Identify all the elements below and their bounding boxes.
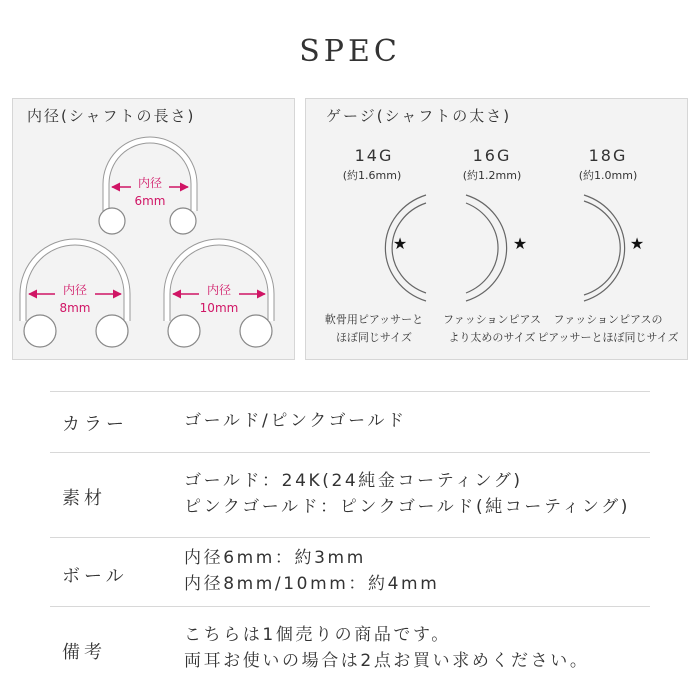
spec-value-line: 両耳お使いの場合は2点お買い求めください。: [184, 651, 590, 671]
page-title: SPEC: [299, 34, 401, 69]
spec-value-line: こちらは1個売りの商品です。: [184, 625, 451, 645]
ball: [99, 208, 125, 234]
inner-diameter-heading: 内径(シャフトの長さ): [27, 107, 196, 125]
gauge-diagrams: [306, 99, 689, 361]
gauge-caption: 軟骨用ピアッサーと: [324, 313, 424, 326]
ring-size: 10mm: [199, 301, 239, 315]
gauge-16g: [443, 146, 541, 344]
gauge-mm: (約1.2mm): [462, 169, 522, 182]
gauge-caption: ファッションピアス: [442, 313, 542, 326]
gauge-heading: ゲージ(シャフトの太さ): [326, 107, 512, 125]
ring-6mm-diagram: [99, 140, 196, 234]
spec-value-ball: [184, 545, 439, 597]
spec-value-line: ゴールド：24K(24純金コーティング): [184, 471, 523, 491]
spec-value-material: [184, 468, 630, 520]
gauge-value: 16G: [472, 146, 512, 165]
divider: [50, 452, 650, 453]
gauge-mm: (約1.6mm): [342, 169, 402, 182]
spec-value-color: [184, 408, 407, 434]
ring-size: 8mm: [59, 301, 91, 315]
spec-value-line: 内径6mm：約3mm: [184, 548, 366, 568]
ring-size: 6mm: [134, 194, 166, 208]
star-icon: ★: [392, 234, 408, 253]
ball: [240, 315, 272, 347]
divider: [50, 606, 650, 607]
spec-value-line: ゴールド/ピンクゴールド: [184, 411, 407, 431]
gauge-caption: ほぼ同じサイズ: [335, 331, 413, 344]
gauge-mm: (約1.0mm): [578, 169, 638, 182]
gauge-value: 14G: [354, 146, 394, 165]
spec-label-material: 素材: [62, 488, 106, 509]
ball: [24, 315, 56, 347]
spec-label-ball: ボール: [62, 566, 128, 587]
divider: [50, 537, 650, 538]
ball: [170, 208, 196, 234]
star-icon: ★: [629, 234, 645, 253]
ring-8mm-diagram: [23, 242, 128, 347]
ball: [96, 315, 128, 347]
star-icon: ★: [512, 234, 528, 253]
spec-label-notes: 備考: [62, 642, 106, 663]
spec-value-notes: [184, 622, 589, 674]
inner-diameter-panel: [12, 98, 295, 360]
gauge-14g: [325, 146, 426, 344]
ring-label: 内径: [137, 176, 163, 190]
gauge-caption: ピアッサーとほぼ同じサイズ: [537, 331, 679, 344]
spec-label-color: カラー: [62, 414, 128, 435]
gauge-value: 18G: [588, 146, 628, 165]
gauge-panel: [305, 98, 688, 360]
spec-value-line: 内径8mm/10mm：約4mm: [184, 574, 440, 594]
gauge-caption: より太めのサイズ: [448, 331, 536, 344]
gauge-caption: ファッションピアスの: [553, 313, 663, 326]
ball: [168, 315, 200, 347]
ring-diagrams: [13, 99, 296, 361]
ring-label: 内径: [62, 283, 88, 297]
gauge-18g: [537, 146, 678, 344]
divider: [50, 391, 650, 392]
ring-10mm-diagram: [167, 242, 272, 347]
spec-value-line: ピンクゴールド：ピンクゴールド(純コーティング): [184, 497, 630, 517]
ring-label: 内径: [206, 283, 232, 297]
